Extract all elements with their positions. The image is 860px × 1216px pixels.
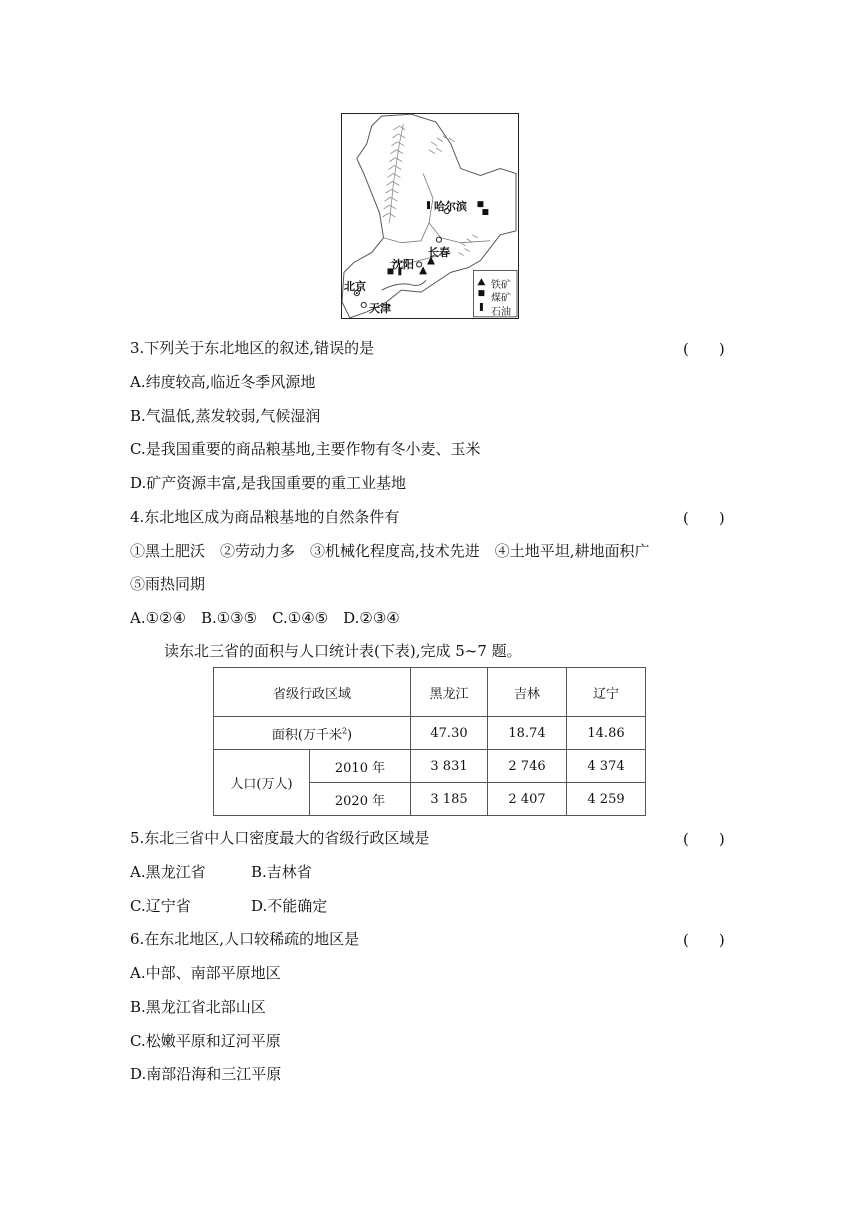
q3-option-d: D.矿产资源丰富,是我国重要的重工业基地 xyxy=(130,474,407,492)
q3-stem: 3.下列关于东北地区的叙述,错误的是 xyxy=(130,339,375,357)
q4-conditions-line1: ①黑土肥沃 ②劳动力多 ③机械化程度高,技术先进 ④土地平坦,耕地面积广 xyxy=(130,542,650,560)
q3-option-a: A.纬度较高,临近冬季风源地 xyxy=(130,373,316,391)
table-year-2010: 2010 年 xyxy=(310,750,411,783)
city-shenyang-label: 沈阳 xyxy=(392,258,414,271)
table-cell: 4 374 xyxy=(567,750,646,783)
table-cell: 2 746 xyxy=(488,750,567,783)
q5-option-d: D.不能确定 xyxy=(251,897,328,915)
table-cell: 18.74 xyxy=(488,717,567,750)
q4-answer-blank: ( ) xyxy=(683,509,725,527)
table-cell: 3 185 xyxy=(411,783,488,816)
q5-answer-blank: ( ) xyxy=(683,830,725,848)
q6-answer-blank: ( ) xyxy=(683,931,725,949)
city-tianjin-label: 天津 xyxy=(369,302,391,315)
q6-option-d: D.南部沿海和三江平原 xyxy=(130,1065,282,1083)
table-header-jilin: 吉林 xyxy=(488,668,567,717)
q4-stem: 4.东北地区成为商品粮基地的自然条件有 xyxy=(130,508,400,526)
q6-option-a: A.中部、南部平原地区 xyxy=(130,964,281,982)
table-population-label: 人口(万人) xyxy=(214,750,310,816)
northeast-map xyxy=(341,113,519,319)
population-area-table xyxy=(213,667,646,816)
q3-option-c: C.是我国重要的商品粮基地,主要作物有冬小麦、玉米 xyxy=(130,440,481,458)
q6-stem: 6.在东北地区,人口较稀疏的地区是 xyxy=(130,930,360,948)
city-changchun-label: 长春 xyxy=(428,246,450,259)
table-header-heilongjiang: 黑龙江 xyxy=(411,668,488,717)
table-cell: 4 259 xyxy=(567,783,646,816)
q5-stem: 5.东北三省中人口密度最大的省级行政区域是 xyxy=(130,829,430,847)
table-header-region: 省级行政区域 xyxy=(214,668,411,717)
q5-option-a: A.黑龙江省 xyxy=(130,863,206,881)
q4-options: A.①②④ B.①③⑤ C.①④⑤ D.②③④ xyxy=(130,609,400,627)
q6-option-c: C.松嫩平原和辽河平原 xyxy=(130,1032,281,1050)
q3-option-b: B.气温低,蒸发较弱,气候湿润 xyxy=(130,407,321,425)
table-cell: 14.86 xyxy=(567,717,646,750)
q5-option-b: B.吉林省 xyxy=(251,863,312,881)
city-harbin-label: 哈尔滨 xyxy=(434,200,467,213)
table-cell: 47.30 xyxy=(411,717,488,750)
table-intro: 读东北三省的面积与人口统计表(下表),完成 5~7 题。 xyxy=(164,642,522,660)
city-beijing-label: 北京 xyxy=(344,280,366,293)
table-cell: 2 407 xyxy=(488,783,567,816)
legend-oil-label: 石油 xyxy=(491,307,511,318)
q4-conditions-line2: ⑤雨热同期 xyxy=(130,575,206,593)
q3-answer-blank: ( ) xyxy=(683,340,725,358)
table-area-label: 面积(万千米$^2$) xyxy=(214,717,411,750)
legend-coal-label: 煤矿 xyxy=(491,293,511,304)
table-header-liaoning: 辽宁 xyxy=(567,668,646,717)
table-year-2020: 2020 年 xyxy=(310,783,411,816)
table-cell: 3 831 xyxy=(411,750,488,783)
q5-option-c: C.辽宁省 xyxy=(130,897,191,915)
legend-iron-label: 铁矿 xyxy=(491,280,511,291)
q6-option-b: B.黑龙江省北部山区 xyxy=(130,998,266,1016)
